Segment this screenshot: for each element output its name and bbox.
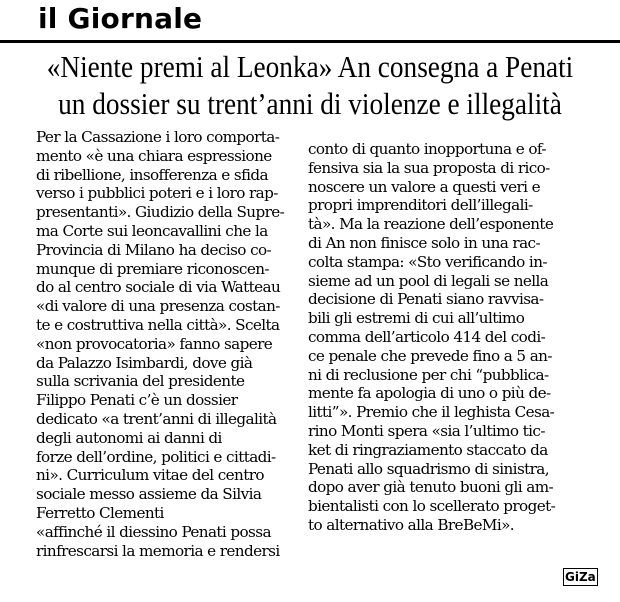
text-line: Ferretto Clementi (36, 503, 164, 522)
text-line: bili gli estremi di cui all’ultimo (308, 309, 525, 328)
text-line: conto di quanto inopportuna e of- (308, 140, 546, 158)
headline (37, 48, 583, 122)
text-line: forze dell’ordine, politici e cittadi- (36, 447, 276, 466)
text-line: fensiva sia la sua proposta di rico- (308, 158, 550, 177)
text-line: te e costruttiva nella città». Scelta (36, 315, 280, 334)
text-line: degli autonomi ai danni di (36, 428, 222, 447)
text-line: bientalisti con lo scellerato proget- (308, 497, 556, 516)
article-column-left (36, 128, 284, 560)
text-line: «affinché il diessino Penati possa (36, 522, 271, 541)
text-line: mento «è una chiara espressione (36, 146, 272, 165)
text-line: do al centro sociale di via Watteau (36, 278, 281, 297)
text-line: munque di premiare riconoscen- (36, 259, 269, 278)
article-column-right (308, 140, 555, 535)
text-line: Per la Cassazione i loro comporta- (36, 128, 280, 146)
text-line: Provincia di Milano ha deciso co- (36, 240, 272, 259)
text-line: sociale messo assieme da Silvia (36, 485, 262, 504)
text-line: to alternativo alla BreBeMi». (308, 515, 515, 534)
text-line: litti”». Premio che il leghista Cesa- (308, 403, 555, 422)
text-line: rinfrescarsi la memoria e rendersi (36, 541, 280, 560)
text-line: sulla scrivania del presidente (36, 372, 245, 391)
text-line: «non provocatoria» fanno sapere (36, 334, 273, 353)
text-line: noscere un valore a questi veri e (308, 177, 541, 196)
text-line: dopo aver già tenuto buoni gli am- (308, 478, 554, 497)
text-line: di ribellione, insofferenza e sfida (36, 165, 268, 184)
text-line: di An non finisce solo in una rac- (308, 233, 540, 252)
text-line: colta stampa: «Sto verificando in- (308, 252, 547, 271)
text-line: mente fa apologia di uno o più de- (308, 384, 551, 403)
text-line: tà». Ma la reazione dell’esponente (308, 215, 554, 234)
headline-line-1: «Niente premi al Leonka» An consegna a Penati (46, 49, 574, 84)
masthead-divider (0, 40, 620, 43)
text-line: ce penale che prevede fino a 5 an- (308, 346, 552, 365)
text-line: presentanti». Giudizio della Supre- (36, 203, 285, 222)
text-line: decisione di Penati siano ravvisa- (308, 290, 544, 309)
text-line: ni». Curriculum vitae del centro (36, 466, 264, 485)
author-signature-badge: GiZa (565, 570, 596, 584)
text-line: da Palazzo Isimbardi, dove già (36, 353, 253, 372)
text-line: sieme ad un pool di legali se nella (308, 271, 549, 290)
text-line: propri imprenditori dell’illegali- (308, 196, 533, 215)
masthead-title: il Giornale (38, 2, 203, 35)
headline-line-2: un dossier su trent’anni di violenze e illegalità (58, 86, 562, 121)
text-line: verso i pubblici poteri e i loro rap- (36, 184, 278, 203)
text-line: Penati allo squadrismo di sinistra, (308, 459, 549, 478)
text-line: rino Monti spera «sia l’ultimo tic- (308, 421, 545, 440)
text-line: Filippo Penati c’è un dossier (36, 391, 238, 410)
text-line: comma dell’articolo 414 del codi- (308, 327, 546, 346)
text-line: «di valore di una presenza costan- (36, 297, 280, 316)
text-line: ni di reclusione per chi “pubblica- (308, 365, 549, 384)
text-line: ma Corte sui leoncavallini che la (36, 221, 268, 240)
text-line: dedicato «a trent’anni di illegalità (36, 409, 277, 428)
text-line: ket di ringraziamento staccato da (308, 440, 548, 459)
